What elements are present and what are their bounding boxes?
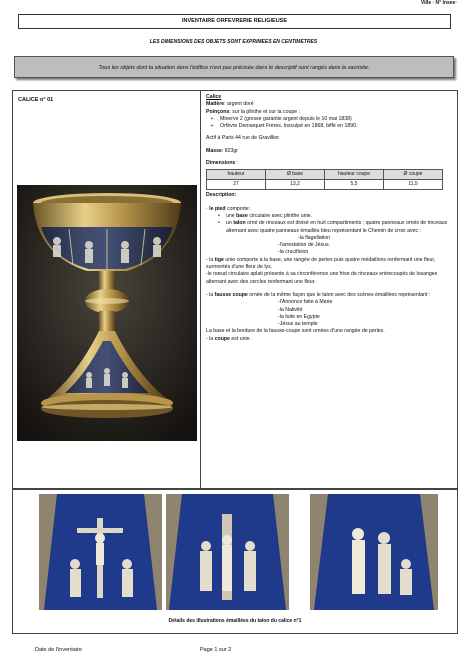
fausse-scene: -l'Annonce faite à Marie — [278, 299, 333, 306]
fausse-scene: -la fuite en Egypte — [278, 313, 320, 320]
fausse-post: ornée de la même façon que le talon avec des scènes émaillées représentant : — [247, 291, 431, 298]
arrow-icon: ➢ — [210, 123, 215, 130]
pied-line: · le pied comporte: — [206, 205, 251, 212]
base-pre: une — [226, 212, 237, 219]
dimensions-table — [206, 169, 443, 190]
description-label: Description: — [206, 192, 237, 199]
tige-post: unie comporte à la base, une rangée de perles puis quatre médaillons renfermant une fleur, surmontés d'une fleur de lys. — [206, 256, 436, 271]
dim-header: hauteur — [207, 170, 266, 180]
detail-photo-crucifixion — [39, 494, 162, 610]
chalice-illustration — [17, 185, 197, 441]
base-bold: base — [236, 212, 248, 219]
tige-bold: tige — [214, 256, 224, 263]
dim-value: 13,2 — [266, 180, 325, 190]
enamel-scene-illustration — [166, 494, 289, 610]
poincon-item — [206, 123, 454, 130]
poincons-line — [206, 109, 454, 116]
dim-value: 5,5 — [325, 180, 384, 190]
footer-page: Page 1 sur 2 — [200, 647, 232, 653]
poincon-text: Minerve 2 (grosse garantie argent depuis le 10 mai 1838) — [220, 115, 352, 122]
base-bordure-line: La base et la bordure de la fausse-coupe sont ornées d'une rangée de perles. — [206, 328, 385, 335]
fausse-scene: -Jésus au temple — [278, 321, 318, 328]
detail-photo-arrestation — [310, 494, 438, 610]
page-title: INVENTAIRE ORFEVRERIE RELIGIEUSE — [18, 14, 451, 29]
noeud-line: -le nœud circulaire aplati présente à sa circonférence une frise de rinceaux entrecoupés de losanges alternant avec des cercles renfermant une fleur. — [206, 271, 438, 285]
dim-value: 11,5 — [384, 180, 443, 190]
item-name: Calice — [206, 94, 222, 100]
coupe-post: est unie. — [229, 335, 251, 342]
header-ville-insee: Ville · N° Insee· — [420, 0, 457, 6]
masse-value: : 823gr — [221, 147, 239, 154]
dim-value: 27 — [207, 180, 266, 190]
fausse-pre: - la — [206, 291, 215, 298]
footer-date: Date de l'inventaire — [35, 647, 82, 653]
poincons-value: : sur la plinthe et sur la coupe : — [229, 108, 301, 115]
detail-photo-flagellation — [166, 494, 289, 610]
coupe-line — [206, 336, 454, 343]
talon-scene: -l'arrestation de Jésus. — [278, 242, 331, 249]
bullet-icon: • — [218, 220, 220, 227]
matiere-label: Matière — [206, 101, 225, 108]
talon-bold: talon — [233, 220, 246, 227]
matiere-line — [206, 101, 454, 108]
dim-header: Ø base — [266, 170, 325, 180]
masse-line — [206, 148, 454, 155]
poincon-text: Orfèvre Demarquet Frères. Insculpé en 1868, biffé en 1890. — [220, 123, 358, 130]
poincons-label: Poinçons — [206, 108, 230, 115]
bullet-icon: • — [218, 212, 220, 219]
dimensions-label: Dimensions — [206, 160, 236, 167]
dim-header: hauteur coupe — [325, 170, 384, 180]
notice-banner: Tous les objets dont la situation dans l'édifice n'est pas précisée dans le descriptif sont rangés dans la sacristie. — [14, 56, 454, 78]
base-line — [206, 213, 454, 220]
page-subtitle: LES DIMENSIONS DES OBJETS SONT EXPRIMEES EN CENTIMETRES — [149, 39, 318, 45]
masse-label: Masse — [206, 147, 222, 154]
talon-post: orné de rinceaux est divisé en huit compartiments ; quatre panneaux ornés de rinceaux alternant avec quatre panneaux émaillés bleu représentant le Chemin de croix avec : — [226, 220, 448, 234]
pied-rest: comporte: — [225, 205, 251, 212]
tige-pre: - la — [206, 256, 215, 263]
fausse-scene: -la Nativité — [278, 306, 303, 313]
tige-line — [206, 257, 454, 272]
details-caption: Détails des illustrations émaillées du talon du calice n°1 — [168, 618, 302, 624]
actif-line: Actif à Paris 44 rue de Gravillier. — [206, 135, 281, 142]
poincon-item — [206, 116, 454, 123]
talon-scene: -la flagellation — [298, 234, 331, 241]
enamel-scene-illustration — [310, 494, 438, 610]
dimensions-line: Dimensions : — [206, 160, 239, 167]
enamel-scene-illustration — [39, 494, 162, 610]
item-description — [206, 94, 454, 343]
talon-pre: un — [226, 220, 234, 227]
talon-line — [206, 220, 454, 235]
fausse-bold: fausse coupe — [214, 291, 248, 298]
item-title: CALICE n° 01 — [18, 97, 54, 103]
arrow-icon: ➢ — [210, 115, 215, 122]
dim-header: Ø coupe — [384, 170, 443, 180]
fausse-coupe-line — [206, 292, 454, 299]
coupe-bold: coupe — [214, 335, 230, 342]
column-divider — [200, 90, 201, 489]
coupe-pre: - la — [206, 335, 215, 342]
chalice-photo — [17, 185, 197, 441]
pied-bold: le pied — [209, 205, 226, 212]
base-post: circulaire avec plinthe unie. — [247, 212, 312, 219]
talon-scene: -la crucifixion — [278, 249, 309, 256]
matiere-value: : argent doré — [224, 101, 254, 108]
